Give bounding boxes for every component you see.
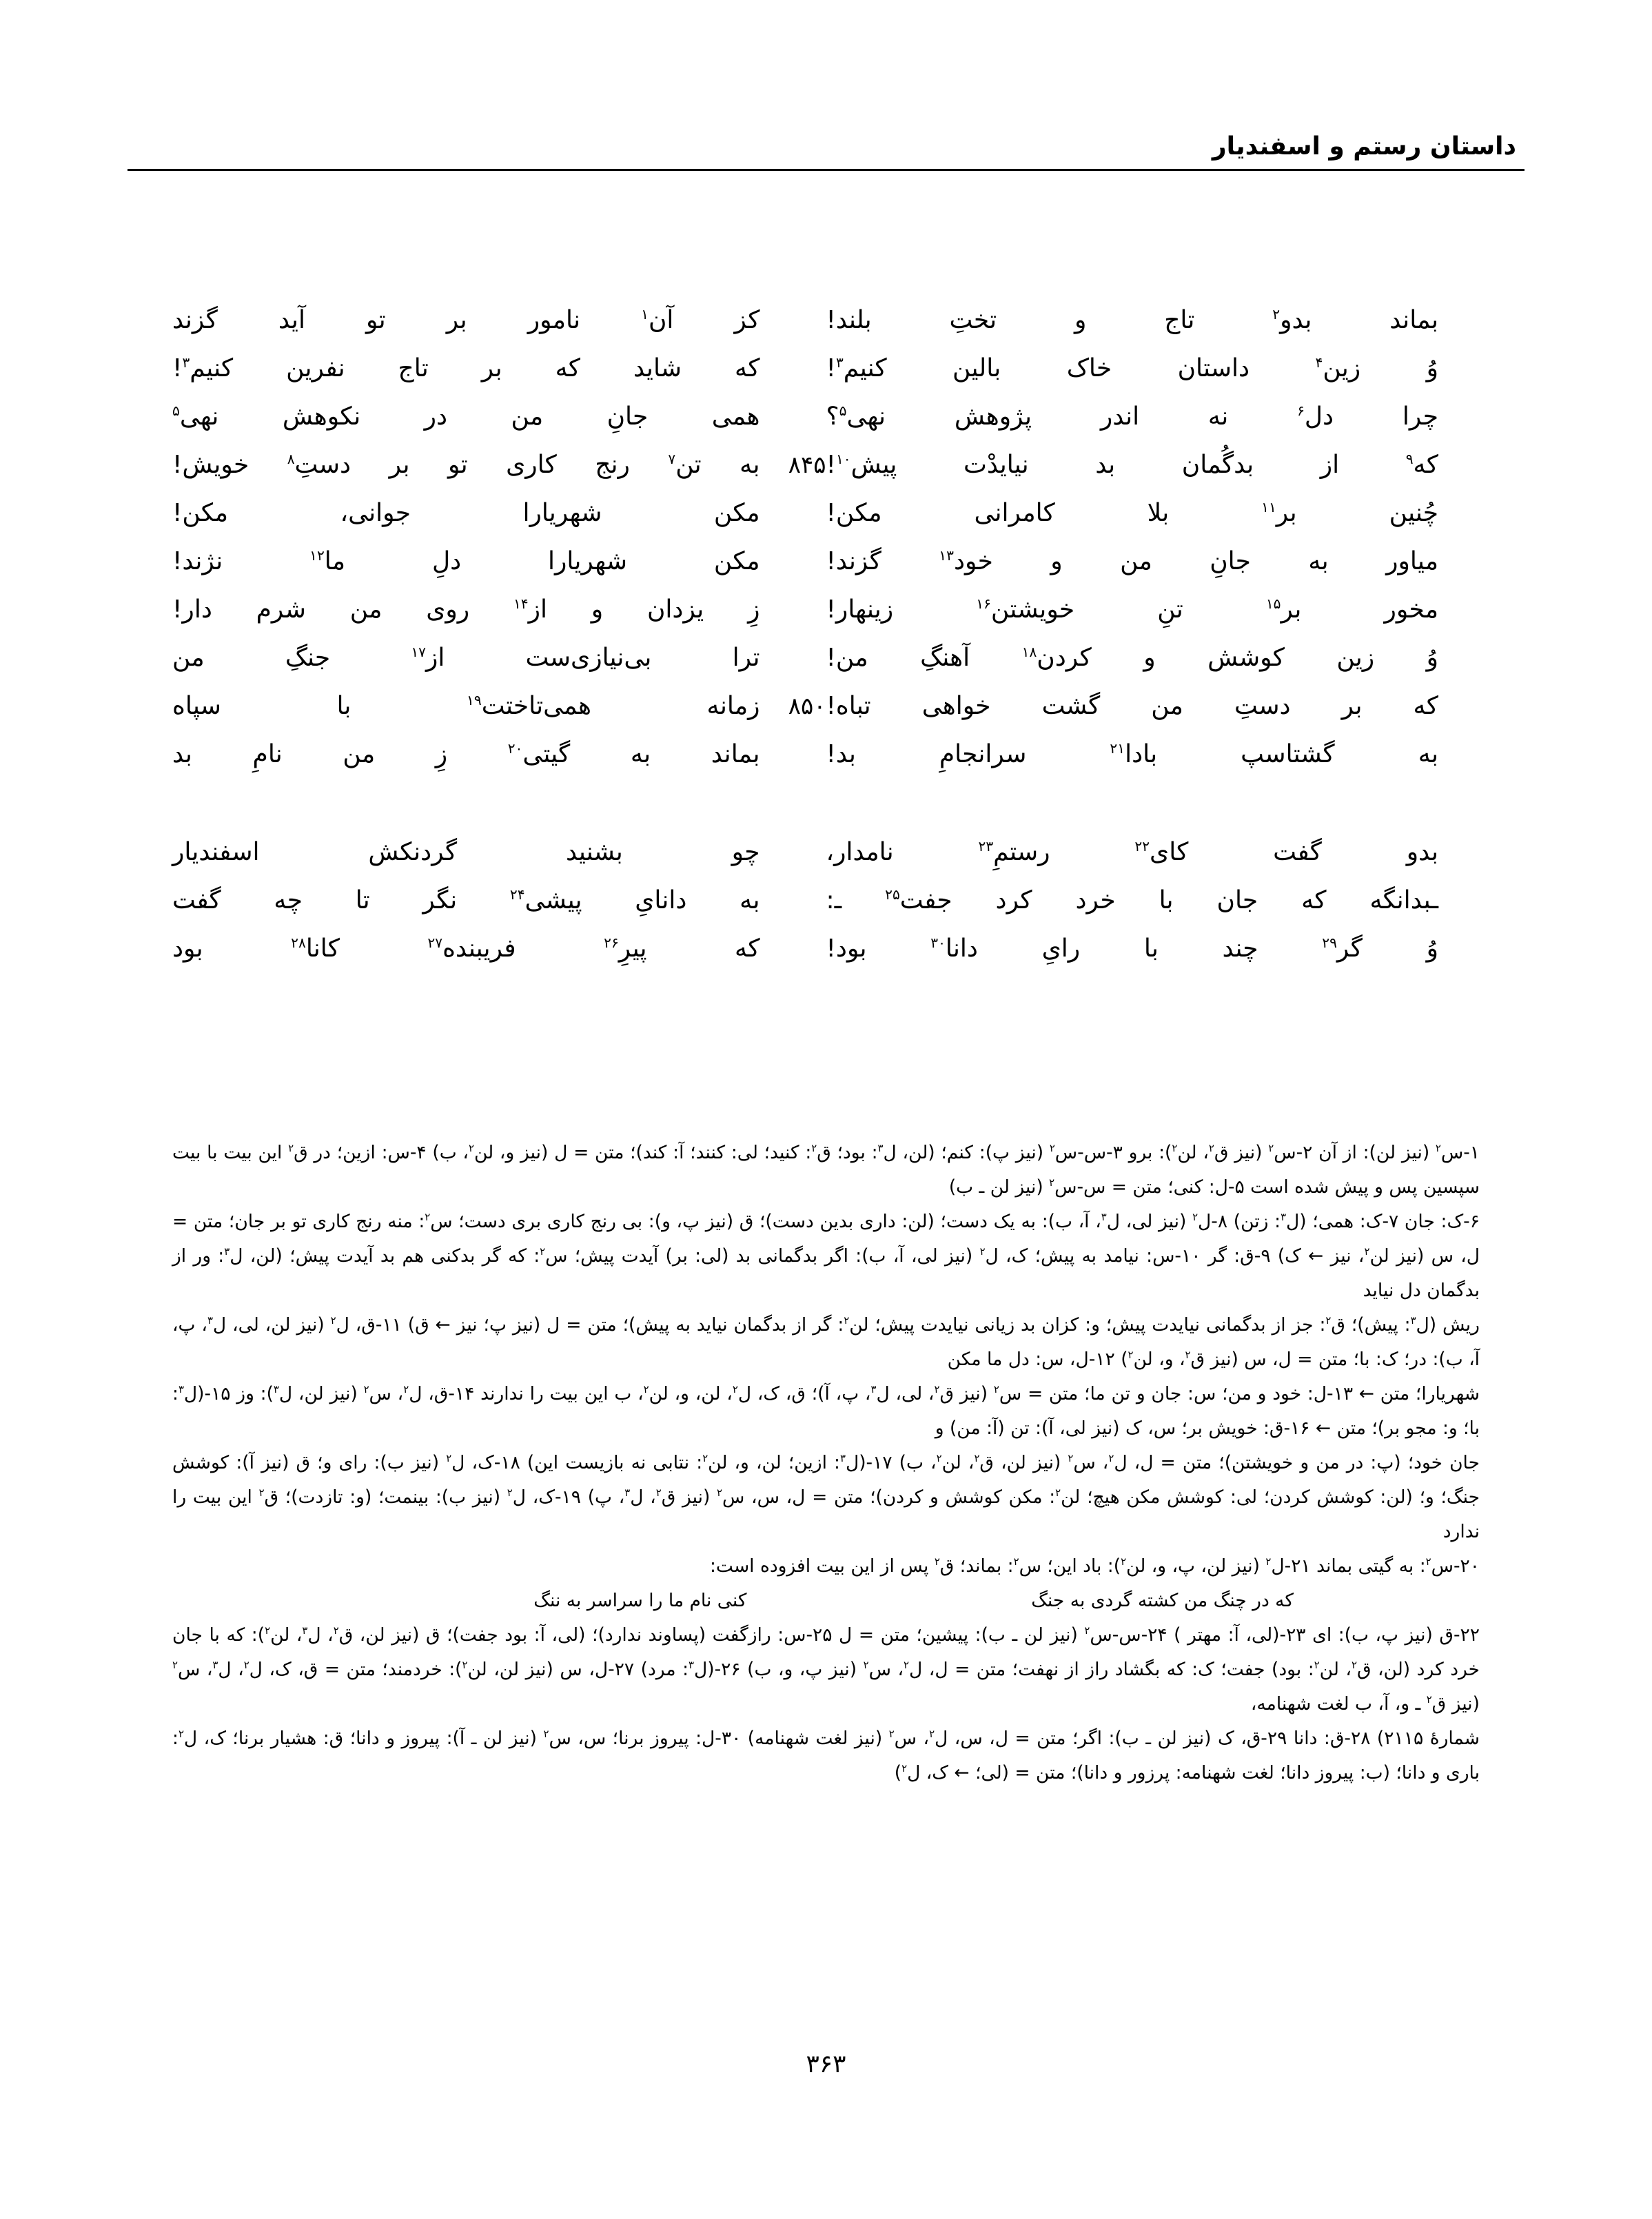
verse-couplet [172, 828, 1480, 877]
hemistich-left [826, 489, 1480, 538]
apparatus-line: ۱-س$^۲$ (نیز لن): از آن ۲-س$^۲$ (نیز ق$^۲$، لن$^۲$): برو ۳-س-س$^۲$ (نیز پ): کنم؛ (لن، ل$^۳$: بود؛ ق$^۲$: کنید؛ لی: کنند؛ آ: کند)؛ متن = ل (نیز و، لن$^۲$، ب) ۴-س: ازین؛ در ق$^۲$ این بیت با بیت سپسین پس و پیش شده است ۵-ل: کنی؛ متن = س-س$^۲$ (نیز لن ـ ب) [172, 1142, 1480, 1198]
verse-couplet [172, 877, 1480, 925]
hemistich-left [826, 538, 1480, 586]
hemistich-left [826, 345, 1480, 393]
apparatus-line: ریش (ل$^۳$: پیش)؛ ق$^۲$: جز از بدگمانی نیایدت پیش؛ و: کزان بد زیانی نیایدت پیش؛ لن$^۲$: گر از بدگمان نیاید به پیش)؛ متن = ل (نیز پ؛ نیز ← ق) ۱۱-ق، ل$^۲$ (نیز لن، لی، ل$^۳$، پ، آ، ب): در؛ ک: با؛ متن = ل، س (نیز ق$^۲$، و، لن$^۲$) ۱۲-ل، س: دل ما مکن [172, 1314, 1480, 1370]
hemistich-right-text: ترا بی‌نیازی‌ست از$^{۱۷}$ جنگِ من [172, 644, 760, 672]
verse-couplet [172, 393, 1480, 441]
hemistich-left [826, 682, 1480, 730]
hemistich-left-text: ـبدانگه که جان با خرد کرد جفت$^{۲۵}$ ـ: [826, 886, 1438, 914]
verse-couplet [172, 682, 1480, 730]
verse-line-number: ۸۵۰ [788, 693, 826, 720]
hemistich-right [172, 634, 826, 682]
apparatus-lines-after [172, 1618, 1480, 1790]
hemistich-right-text: که پیرِ$^{۲۶}$ فریبنده$^{۲۷}$ کانا$^{۲۸}$ بود [172, 934, 760, 963]
apparatus-inset-hemistich-right: کنی نام ما را سراسر به ننگ [533, 1590, 747, 1611]
hemistich-left [826, 586, 1480, 634]
hemistich-right-text: زمانه همی‌تاختت$^{۱۹}$ با سپاه [172, 692, 760, 720]
verse-group-first [172, 296, 1480, 779]
hemistich-right-text: مکن شهریارا جوانی، مکن! [172, 499, 760, 527]
hemistich-right [172, 393, 826, 441]
hemistich-right [172, 828, 826, 877]
hemistich-right [172, 682, 826, 730]
hemistich-left-text: به گشتاسپ بادا$^{۲۱}$ سرانجامِ بد! [826, 740, 1439, 768]
verse-couplet [172, 925, 1480, 973]
critical-apparatus [172, 1136, 1480, 1790]
verse-line-number: ۸۴۵ [788, 451, 826, 479]
hemistich-left [826, 441, 1480, 489]
verse-couplet [172, 730, 1480, 779]
verse-couplet [172, 489, 1480, 538]
running-head [128, 131, 1524, 171]
header-divider [128, 169, 1524, 171]
verse-block [172, 296, 1480, 973]
hemistich-left-text: وُ گر$^{۲۹}$ چند با رایِ دانا$^{۳۰}$ بود! [826, 934, 1438, 963]
apparatus-line: شمارهٔ ۲۱۱۵) ۲۸-ق: دانا ۲۹-ق، ک (نیز لن ـ ب): اگر؛ متن = ل، س، ل$^۲$، س$^۲$ (نیز لغت شهنامه) ۳۰-ل: پیروز برنا؛ س، س$^۲$ (نیز لن ـ آ): پیروز و دانا؛ ق: هشیار برنا؛ ک، ل$^۲$: باری و دانا؛ (ب: پیروز دانا؛ لغت شهنامه: پرزور و دانا)؛ متن = (لی؛ ← ک، ل$^۲$) [172, 1728, 1480, 1783]
hemistich-right-text: به تن$^۷$ رنج کاری تو بر دستِ$^۸$ خویش! [172, 451, 760, 479]
hemistich-right-text: بماند به گیتی$^{۲۰}$ زِ من نامِ بد [172, 740, 760, 768]
hemistich-right-text: همی جانِ من در نکوهش نهی$^۵$ [172, 402, 760, 431]
apparatus-line: شهریارا؛ متن ← ۱۳-ل: خود و من؛ س: جان و تن ما؛ متن = س$^۲$ (نیز ق$^۲$، لی، ل$^۳$، پ، آ)؛ ق، ک، ل$^۲$، لن، و، لن$^۲$، ب این بیت را ندارند ۱۴-ق، ل$^۲$، س$^۲$ (نیز لن، ل$^۳$): وز ۱۵-(ل$^۳$: با؛ و: مجو بر)؛ متن ← ۱۶-ق: خویش بر؛ س، ک (نیز لی، آ): تن (آ: من) و [172, 1383, 1480, 1439]
hemistich-right [172, 345, 826, 393]
hemistich-right [172, 538, 826, 586]
hemistich-left [826, 828, 1480, 877]
hemistich-left-text: وُ زین کوشش و کردن$^{۱۸}$ آهنگِ من! [826, 644, 1438, 672]
folio-number: ۳۶۳ [806, 2050, 846, 2078]
hemistich-left [826, 634, 1480, 682]
apparatus-inset-verse [172, 1584, 1480, 1618]
hemistich-right [172, 877, 826, 925]
hemistich-right [172, 730, 826, 779]
hemistich-left [826, 296, 1480, 345]
hemistich-right-text: زِ یزدان و از$^{۱۴}$ روی من شرم دار! [172, 595, 760, 624]
hemistich-right-text: مکن شهریارا دلِ ما$^{۱۲}$ نژند! [172, 547, 760, 575]
apparatus-line: ۲۰-س$^۲$: به گیتی بماند ۲۱-ل$^۲$ (نیز لن، پ، و، لن$^۲$): باد این؛ س$^۲$: بماند؛ ق$^۲$ پس از این بیت افزوده است: [710, 1555, 1480, 1577]
hemistich-left [826, 393, 1480, 441]
hemistich-left-text: مخور بر$^{۱۵}$ تنِ خویشتن$^{۱۶}$ زینهار! [826, 595, 1438, 624]
hemistich-left-text: بدو گفت کای$^{۲۲}$ رستمِ$^{۲۳}$ نامدار، [826, 838, 1438, 866]
hemistich-left-text: میاور به جانِ من و خود$^{۱۳}$ گزند! [826, 547, 1438, 575]
verse-group-second [172, 828, 1480, 973]
hemistich-left-text: که بر دستِ من گشت خواهی تباه! [826, 692, 1438, 720]
verse-couplet [172, 441, 1480, 489]
running-head-title: داستان رستم و اسفندیار [1212, 132, 1516, 161]
verse-couplet [172, 296, 1480, 345]
hemistich-right-text: کز آن$^۱$ نامور بر تو آید گزند [172, 306, 760, 334]
hemistich-left [826, 730, 1480, 779]
apparatus-line: جان خود؛ (پ: در من و خویشتن)؛ متن = ل، ل$^۲$، س$^۲$ (نیز لن، ق$^۲$، لن$^۲$، ب) ۱۷-(ل$^۳$: ازین؛ لن، و، لن$^۲$: نتابی نه بازیست این) ۱۸-ک، ل$^۲$ (نیز ب): رای و؛ ق (نیز آ): کوشش جنگ؛ و؛ (لن: کوشش کردن؛ لی: کوشش مکن هیچ؛ لن$^۲$: مکن کوشش و کردن)؛ متن = ل، س، س$^۲$ (نیز ق$^۲$، ل$^۳$، پ) ۱۹-ک، ل$^۲$ (نیز ب): بینمت؛ (و: تازدت)؛ ق$^۲$ این بیت را ندارد [172, 1452, 1480, 1542]
hemistich-left [826, 925, 1480, 973]
hemistich-left-text: چُنین بر$^{۱۱}$ بلا کامرانی مکن! [826, 499, 1438, 527]
hemistich-right [172, 925, 826, 973]
hemistich-right [172, 489, 826, 538]
hemistich-right-text: چو بشنید گردنکش اسفندیار [172, 838, 760, 866]
verse-couplet [172, 538, 1480, 586]
verse-couplet [172, 345, 1480, 393]
hemistich-left-text: که$^۹$ از بدگُمان بد نیایدْت پیش$^{۱۰}$! [826, 451, 1438, 479]
apparatus-inset-hemistich-left: که در چنگ من کشته گردی به جنگ [1031, 1590, 1294, 1611]
hemistich-right [172, 296, 826, 345]
verse-couplet [172, 634, 1480, 682]
hemistich-right [172, 586, 826, 634]
verse-couplet [172, 586, 1480, 634]
apparatus-line: ۲۲-ق (نیز پ، ب): ای ۲۳-(لی، آ: مهتر ) ۲۴-س-س$^۲$ (نیز لن ـ ب): پیشین؛ متن = ل ۲۵-س: رازگفت (پساوند ندارد)؛ (لی، آ: بود جفت)؛ ق (نیز لن، ق$^۲$، ل$^۳$، لن$^۲$): که با جان خرد کرد (لن، ق$^۲$، لن$^۲$: بود) جفت؛ ک: که بگشاد راز از نهفت؛ متن = ل، ل$^۲$، س$^۲$ (نیز پ، و، ب) ۲۶-(ل$^۳$: مرد) ۲۷-ل، س (نیز لن، لن$^۲$): خردمند؛ متن = ق، ک، ل$^۲$، ل$^۳$، س$^۲$ (نیز ق$^۲$ ـ و، آ، ب لغت شهنامه، [172, 1624, 1480, 1715]
hemistich-right-text: به دانایِ پیشی$^{۲۴}$ نگر تا چه گفت [172, 886, 760, 914]
hemistich-right [172, 441, 826, 489]
hemistich-left-text: بماند بدو$^۲$ تاج و تختِ بلند! [826, 306, 1439, 334]
apparatus-lines [172, 1136, 1480, 1584]
hemistich-left-text: وُ زین$^۴$ داستان خاک بالین کنیم$^۳$! [826, 354, 1439, 382]
apparatus-line: ۶-ک: جان ۷-ک: همی؛ (ل$^۳$: زتن) ۸-ل$^۲$ (نیز لی، ل$^۳$، آ، ب): به یک دست؛ (لن: داری بدین دست)؛ ق (نیز پ، و): بی رنج کاری بری دست؛ س$^۲$: منه رنج کاری تو بر جان؛ متن = ل، س (نیز لن$^۲$، نیز ← ک) ۹-ق: گر ۱۰-س: نیامد به پیش؛ ک، ل$^۲$ (نیز لی، آ، ب): اگر بدگمانی بد (لی: بر) آیدت پیش؛ س$^۲$: که گر بدکنی هم بد آیدت پیش؛ (لن، ل$^۳$: ور از بدگمان دل نیاید [172, 1211, 1480, 1301]
hemistich-left-text: چرا دل$^۶$ نه اندر پژوهش نهی$^۵$؟ [826, 402, 1439, 431]
hemistich-right-text: که شاید که بر تاج نفرین کنیم$^۳$! [172, 354, 760, 382]
hemistich-left [826, 877, 1480, 925]
